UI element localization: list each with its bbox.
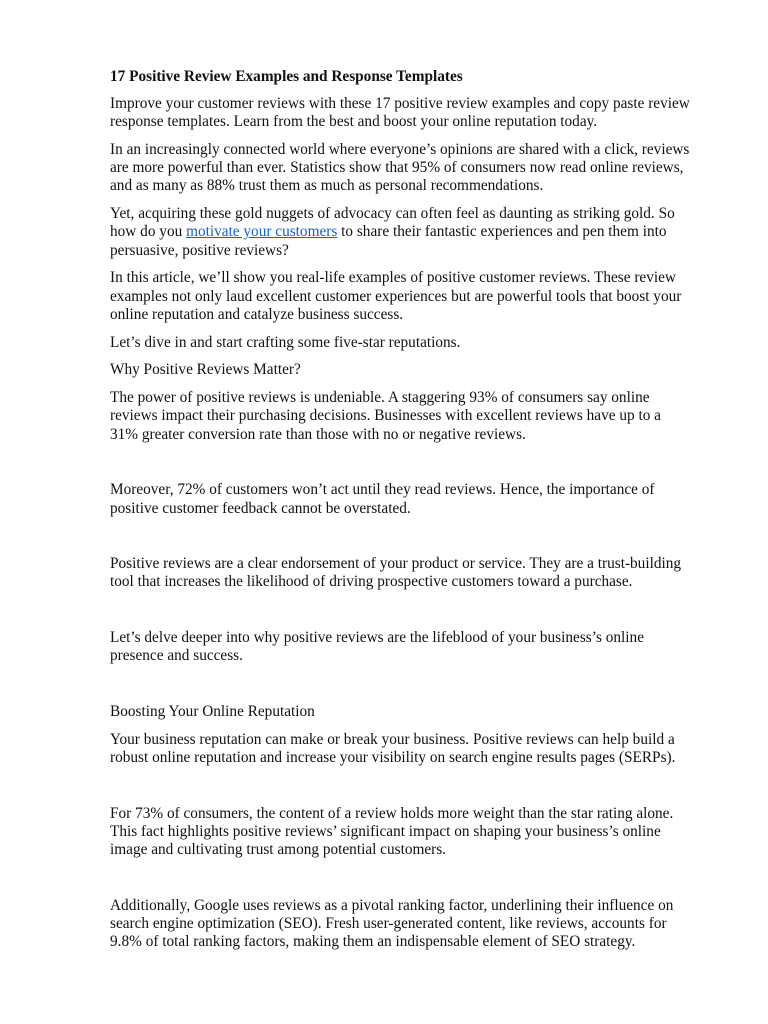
connected-world-paragraph: In an increasingly connected world where everyone’s opinions are shared with a click, reviews are more powerful than ever. Statistics show that 95% of consumers now read online reviews, and as many as 88% trust them as much as personal recommendations. <box>110 141 690 195</box>
gold-nuggets-text-after: to share their fantastic experiences and pen them into persuasive, positive reviews? <box>110 223 667 259</box>
motivate-customers-link[interactable]: motivate your customers <box>186 223 338 241</box>
delve-deeper-paragraph: Let’s delve deeper into why positive reviews are the lifeblood of your business’s online presence and success. <box>110 629 644 665</box>
intro-paragraph: Improve your customer reviews with these 17 positive review examples and copy paste review response templates. Learn from the best and boost your online reputation today. <box>110 95 690 131</box>
endorsement-paragraph: Positive reviews are a clear endorsement of your product or service. They are a trust-building tool that increases the likelihood of driving prospective customers toward a purchase. <box>110 555 682 591</box>
business-reputation-paragraph: Your business reputation can make or break your business. Positive reviews can help build a robust online reputation and increase your visibility on search engine results pages (SERPs). <box>110 730 676 767</box>
document-title: 17 Positive Review Examples and Response Templates <box>110 68 463 85</box>
gold-nuggets-text-before: Yet, acquiring these gold nuggets of advocacy can often feel as daunting as striking gold. So how do you <box>110 205 675 241</box>
google-ranking-paragraph: Additionally, Google uses reviews as a pivotal ranking factor, underlining their influence on search engine optimization (SEO). Fresh user-generated content, like reviews, accounts for 9.8% of total ranking factors, making them an indispensable element of SEO strategy. <box>110 896 674 951</box>
article-overview-paragraph: In this article, we’ll show you real-life examples of positive customer reviews. These review examples not only laud excellent customer experiences but are powerful tools that boost your online reputation and catalyze business success. <box>110 269 682 323</box>
content-weight-paragraph: For 73% of consumers, the content of a review holds more weight than the star rating alone. This fact highlights positive reviews’ significant impact on shaping your business’s online image and cultivating trust among potential customers. <box>110 804 674 859</box>
gold-nuggets-paragraph <box>110 205 690 260</box>
boosting-reputation-heading: Boosting Your Online Reputation <box>110 703 315 721</box>
power-of-reviews-paragraph: The power of positive reviews is undeniable. A staggering 93% of consumers say online reviews impact their purchasing decisions. Businesses with excellent reviews have up to a 31% greater conversion rate than those with no or negative reviews. <box>110 389 661 443</box>
dive-in-paragraph: Let’s dive in and start crafting some five-star reputations. <box>110 333 461 351</box>
moreover-paragraph: Moreover, 72% of customers won’t act until they read reviews. Hence, the importance of positive customer feedback cannot be overstated. <box>110 481 655 517</box>
why-positive-reviews-heading: Why Positive Reviews Matter? <box>110 361 301 379</box>
